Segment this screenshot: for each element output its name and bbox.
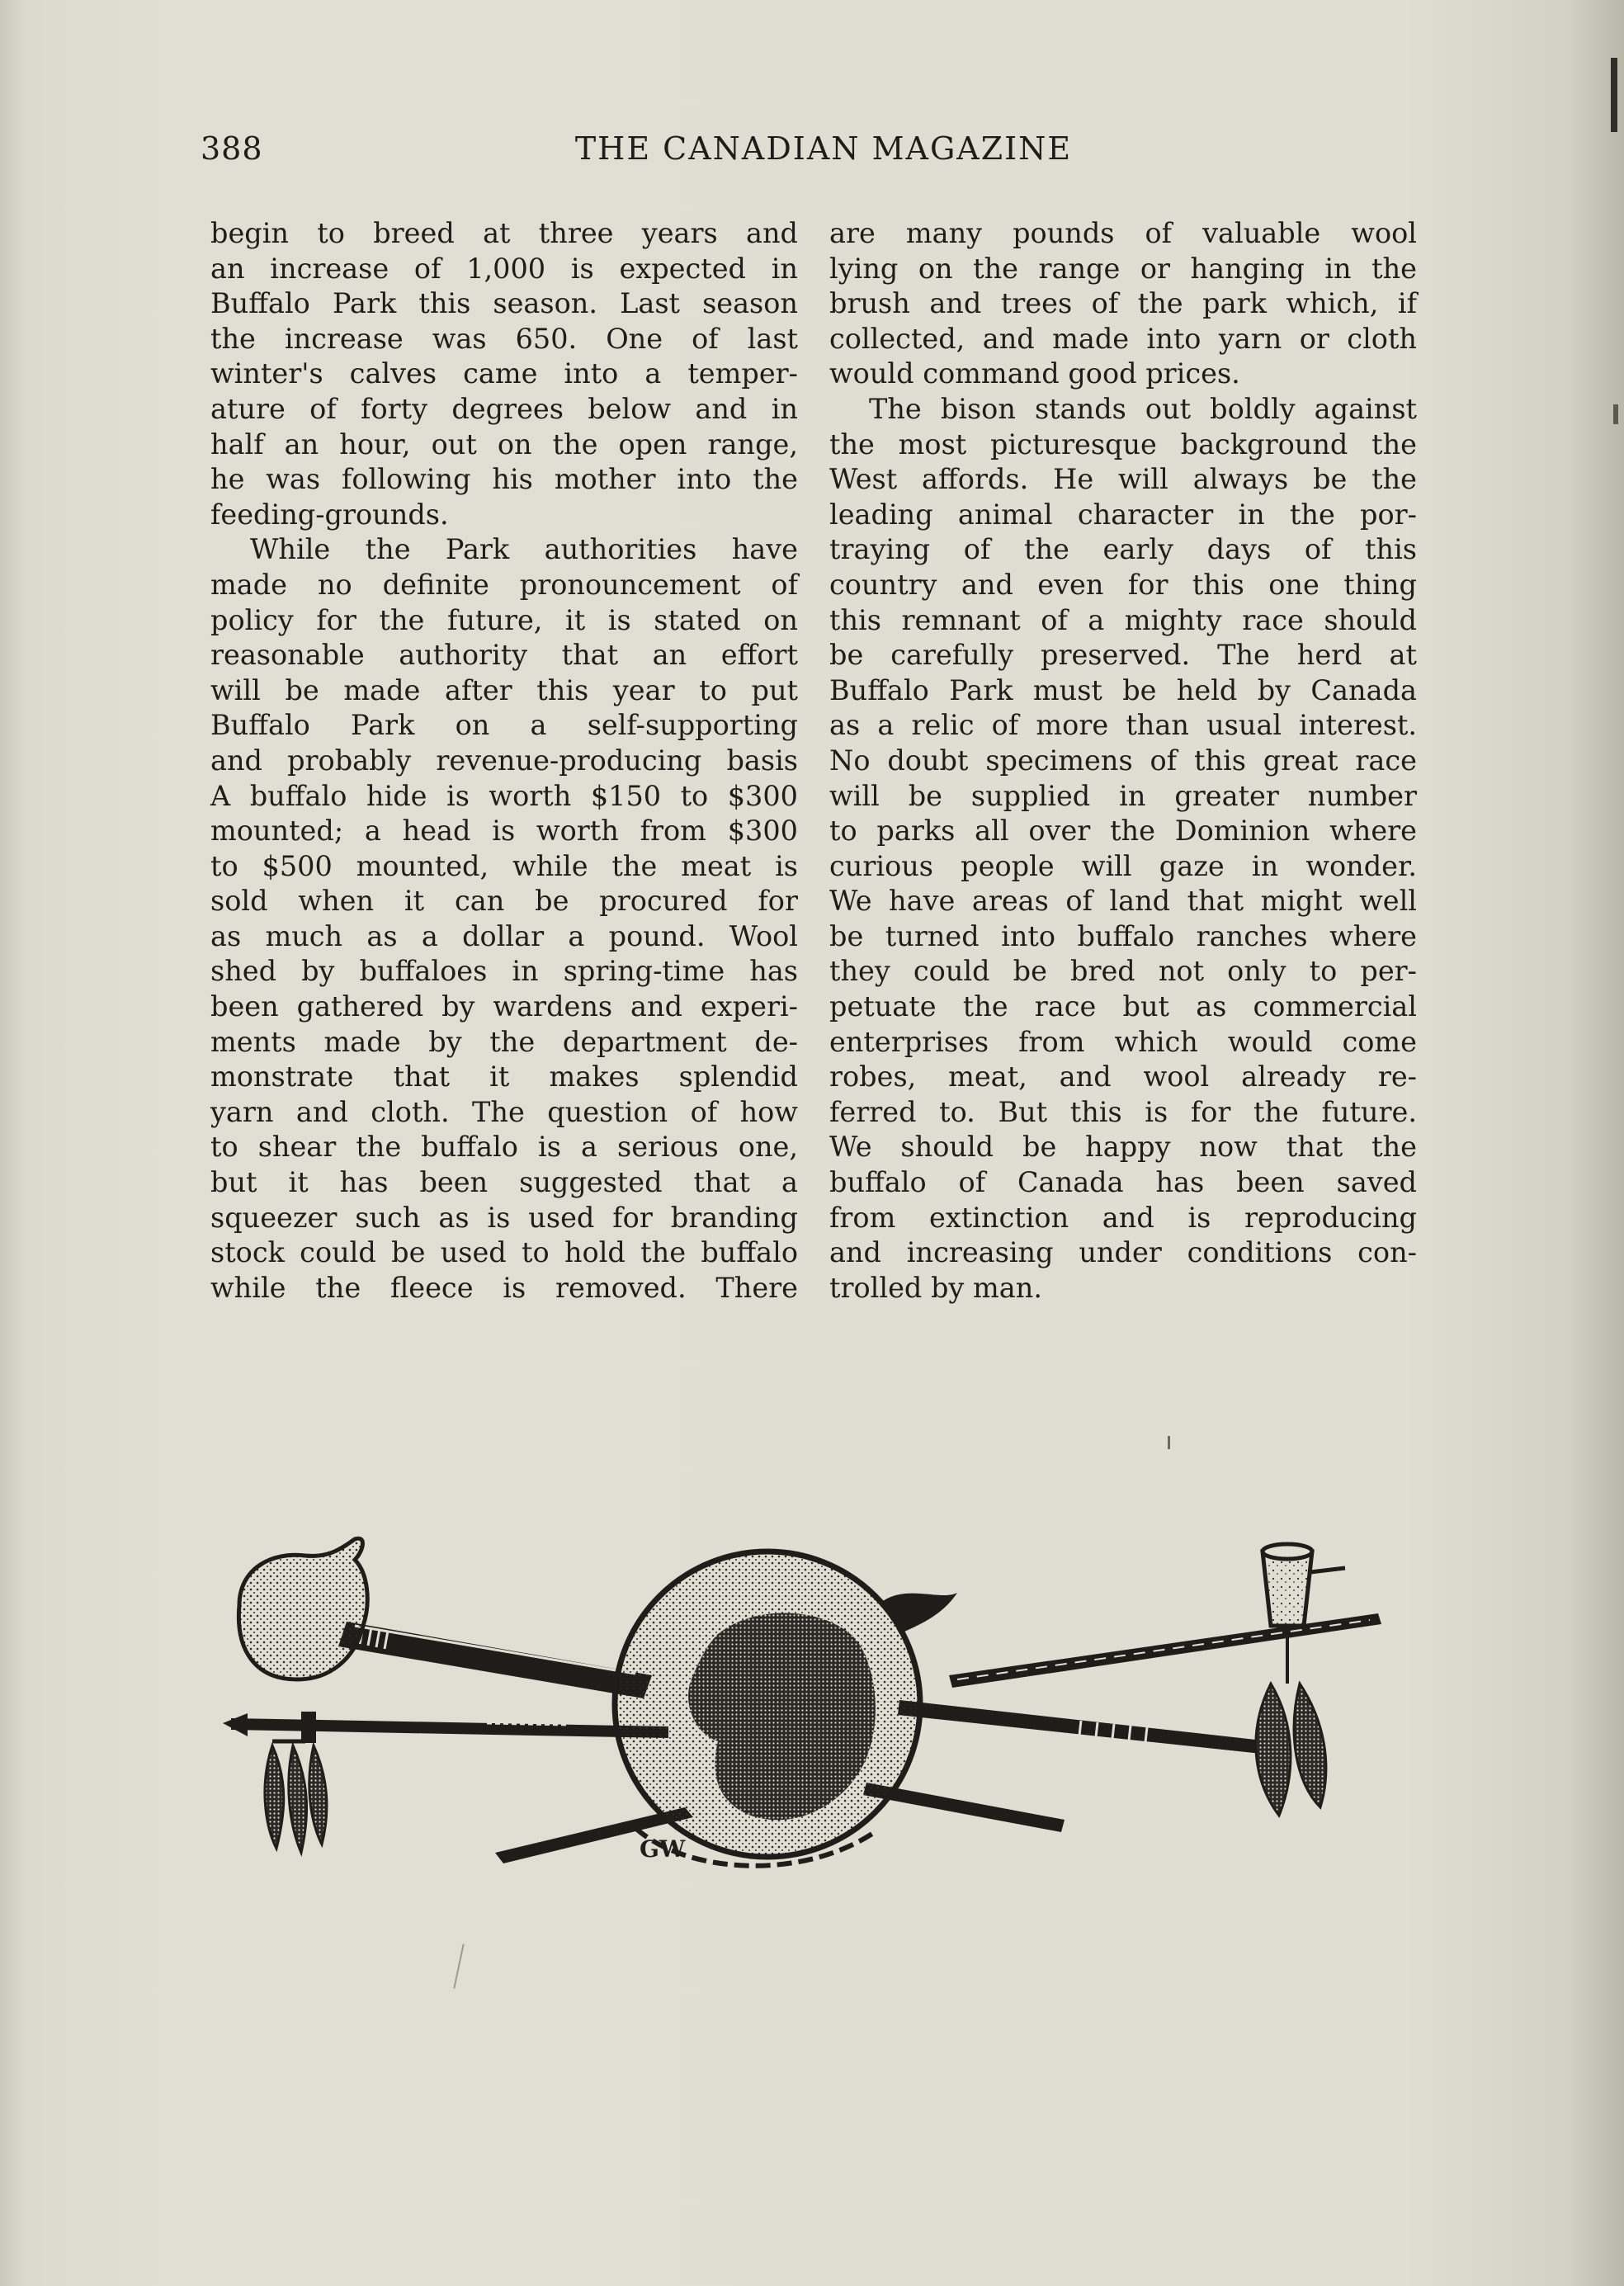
text-line: to shear the buffalo is a serious one, (210, 1131, 798, 1164)
text-line: the most picturesque background the (829, 427, 1417, 461)
text-line: as a relic of more than usual interest. (829, 709, 1417, 742)
text-line: they could be bred not only to per- (829, 955, 1417, 988)
text-line: West affords. He will always be the (829, 463, 1417, 496)
text-line: While the Park authorities have (250, 533, 798, 566)
text-line: but it has been suggested that a (210, 1166, 798, 1199)
arrow (223, 1712, 668, 1743)
text-line: Buffalo Park must be held by Canada (829, 673, 1417, 706)
text-line: A buffalo hide is worth $150 to $300 (210, 779, 798, 812)
text-line: enterprises from which would come (829, 1025, 1417, 1058)
text-line: sold when it can be procured for (210, 885, 798, 918)
text-line: lying on the range or hanging in the (829, 252, 1417, 285)
text-line: are many pounds of valuable wool (829, 217, 1417, 249)
lance (898, 1700, 1271, 1755)
page-header (201, 130, 1414, 180)
text-line: winter's calves came into a temper- (210, 357, 798, 390)
text-line: curious people will gaze in wonder. (829, 849, 1417, 882)
paper-mark (1613, 404, 1618, 424)
text-line: and increasing under conditions con- (829, 1236, 1417, 1269)
text-line: brush and trees of the park which, if (829, 287, 1417, 320)
text-line: The bison stands out boldly against (869, 392, 1417, 425)
text-line: from extinction and is reproducing (829, 1201, 1417, 1234)
artist-monogram: GW (640, 1835, 686, 1863)
war-club (238, 1538, 652, 1698)
text-line: squeezer such as is used for branding (210, 1201, 798, 1234)
text-line: to $500 mounted, while the meat is (210, 849, 798, 882)
text-line: mounted; a head is worth from $300 (210, 815, 798, 848)
text-line: will be made after this year to put (210, 673, 798, 706)
running-head: THE CANADIAN MAGAZINE (574, 130, 1073, 167)
text-line: he was following his mother into the (210, 463, 798, 496)
feathers-left (265, 1741, 327, 1853)
feathers-right (1256, 1626, 1326, 1816)
text-line: been gathered by wardens and experi- (210, 990, 798, 1023)
text-line: robes, meat, and wool already re- (829, 1060, 1417, 1093)
text-line: as much as a dollar a pound. Wool (210, 919, 798, 952)
text-line: shed by buffaloes in spring-time has (210, 955, 798, 988)
pipe (949, 1544, 1381, 1688)
text-line: while the fleece is removed. There (210, 1271, 798, 1304)
text-line: an increase of 1,000 is expected in (210, 252, 798, 285)
text-line: ments made by the department de- (210, 1025, 798, 1058)
text-line: would command good prices. (829, 357, 1240, 390)
text-line: petuate the race but as commercial (829, 990, 1417, 1023)
paper-mark (1611, 58, 1617, 132)
text-line: monstrate that it makes splendid (210, 1060, 798, 1093)
text-line: trolled by man. (829, 1271, 1042, 1304)
text-line: be turned into buffalo ranches where (829, 919, 1417, 952)
text-line: No doubt specimens of this great race (829, 744, 1417, 777)
text-line: this remnant of a mighty race should (829, 603, 1417, 636)
bison-shield-illustration (223, 1535, 1411, 1898)
text-line: ature of forty degrees below and in (210, 392, 798, 425)
text-line: yarn and cloth. The question of how (210, 1095, 798, 1128)
text-line: traying of the early days of this (829, 533, 1417, 566)
text-line: made no definite pronouncement of (210, 568, 798, 601)
text-line: leading animal character in the por- (829, 498, 1417, 531)
text-line: will be supplied in greater number (829, 779, 1417, 812)
text-line: policy for the future, it is stated on (210, 603, 798, 636)
text-line: be carefully preserved. The herd at (829, 639, 1417, 672)
text-line: reasonable authority that an effort (210, 639, 798, 672)
paper-mark (453, 1944, 464, 1988)
text-line: the increase was 650. One of last (210, 322, 798, 355)
text-line: to parks all over the Dominion where (829, 815, 1417, 848)
text-line: half an hour, out on the open range, (210, 427, 798, 461)
text-line: stock could be used to hold the buffalo (210, 1236, 798, 1269)
text-line: Buffalo Park this season. Last season (210, 287, 798, 320)
page-number: 388 (201, 130, 263, 167)
text-line: begin to breed at three years and (210, 217, 798, 249)
left-column (210, 216, 798, 1306)
text-line: We should be happy now that the (829, 1131, 1417, 1164)
text-line: buffalo of Canada has been saved (829, 1166, 1417, 1199)
text-line: country and even for this one thing (829, 568, 1417, 601)
text-line: and probably revenue-producing basis (210, 744, 798, 777)
text-line: collected, and made into yarn or cloth (829, 322, 1417, 355)
text-line: Buffalo Park on a self-supporting (210, 709, 798, 742)
text-line: ferred to. But this is for the future. (829, 1095, 1417, 1128)
paper-mark (1168, 1436, 1170, 1449)
right-column (829, 216, 1417, 1306)
text-line: feeding-grounds. (210, 498, 449, 531)
text-line: We have areas of land that might well (829, 885, 1417, 918)
